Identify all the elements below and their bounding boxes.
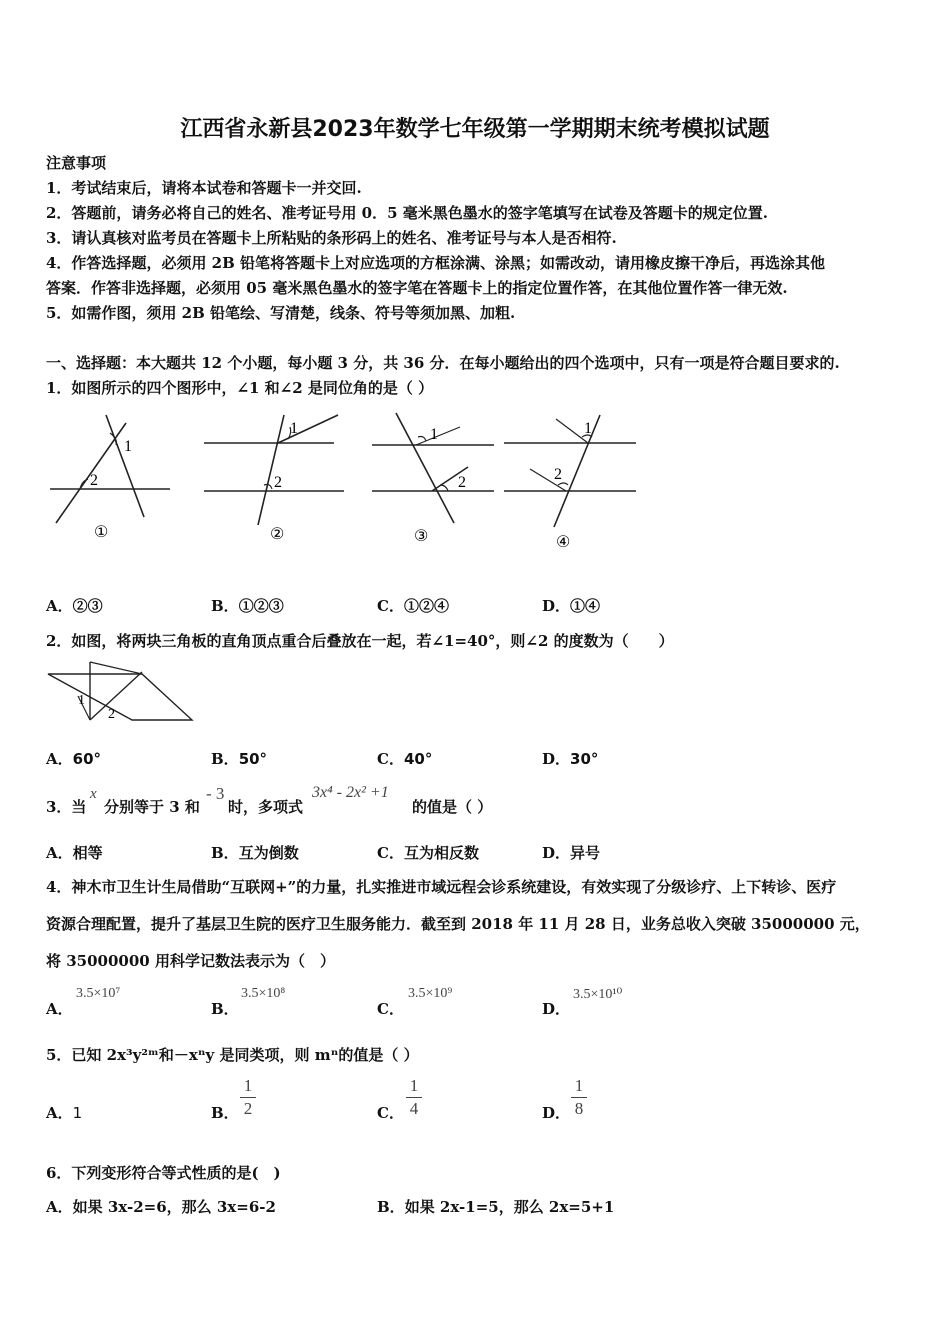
option-d[interactable]: D．30° <box>542 750 599 768</box>
option-b-letter[interactable]: B． <box>211 1104 239 1122</box>
question-4-line: 资源合理配置，提升了基层卫生院的医疗卫生服务能力．截至到 2018 年 11 月 28 日，业务总收入突破 35000000 元， <box>46 915 870 933</box>
notice-item: 答案．作答非选择题，必须用 05 毫米黑色墨水的签字笔在答题卡上的指定位置作答，在其他位置作答一律无效. <box>46 279 788 297</box>
figure-label: ③ <box>414 528 429 545</box>
polynomial: 3x⁴ - 2x² +1 <box>312 784 389 801</box>
question-3-stem-a: 3．当 <box>46 798 87 816</box>
angle-label-2: 2 <box>90 472 98 489</box>
angle-label-2: 2 <box>554 466 562 483</box>
negative-three: - 3 <box>206 784 225 803</box>
option-b[interactable]: B．50° <box>211 750 268 768</box>
option-b[interactable]: B．如果 2x-1=5，那么 2x=5+1 <box>377 1198 615 1216</box>
option-d-value: 3.5×10¹⁰ <box>573 987 623 1002</box>
fraction-one-half: 1 2 <box>240 1076 256 1119</box>
question-2-stem: 2．如图，将两块三角板的直角顶点重合后叠放在一起，若∠1=40°，则∠2 的度数为（ ） <box>46 632 674 650</box>
option-a-value: 3.5×10⁷ <box>76 986 121 1001</box>
option-c-letter[interactable]: C． <box>377 1000 404 1018</box>
option-d[interactable]: D．①④ <box>542 597 601 615</box>
option-c-value: 3.5×10⁹ <box>408 986 453 1001</box>
variable-x: x <box>90 786 97 802</box>
figure-label: ① <box>94 524 109 541</box>
question-5-stem: 5．已知 2x³y²ᵐ和－xⁿy 是同类项，则 mⁿ的值是（ ） <box>46 1046 419 1064</box>
question-3-stem-d: 的值是（ ） <box>412 798 493 816</box>
option-d-letter[interactable]: D． <box>542 1104 571 1122</box>
notice-item: 5．如需作图，须用 2B 铅笔绘、写清楚，线条、符号等须加黑、加粗. <box>46 304 516 322</box>
notice-item: 4．作答选择题，必须用 2B 铅笔将答题卡上对应选项的方框涂满、涂黑；如需改动，请用橡皮擦干净后，再选涂其他 <box>46 254 826 272</box>
angle-label-1: 1 <box>290 420 298 437</box>
q1-figure-1 <box>46 405 176 545</box>
notice-item: 2．答题前，请务必将自己的姓名、准考证号用 0．5 毫米黑色墨水的签字笔填写在试卷及答题卡的规定位置. <box>46 204 768 222</box>
q2-figure <box>46 658 198 726</box>
option-b-letter[interactable]: B． <box>211 1000 239 1018</box>
option-a-letter[interactable]: A． <box>46 1000 73 1018</box>
question-1-stem: 1．如图所示的四个图形中，∠1 和∠2 是同位角的是（ ） <box>46 379 434 397</box>
question-3-stem-c: 时，多项式 <box>228 798 304 816</box>
option-d[interactable]: D．异号 <box>542 844 601 862</box>
question-3-stem-b: 分别等于 3 和 <box>104 798 200 816</box>
fraction-one-quarter: 1 4 <box>406 1076 422 1119</box>
page-title: 江西省永新县2023年数学七年级第一学期期末统考模拟试题 <box>180 117 770 142</box>
question-4-line: 将 35000000 用科学记数法表示为（ ） <box>46 952 335 970</box>
section-heading: 一、选择题：本大题共 12 个小题，每小题 3 分，共 36 分．在每小题给出的四个选项中，只有一项是符合题目要求的. <box>46 354 840 372</box>
option-a[interactable]: A．②③ <box>46 597 103 615</box>
angle-label-2: 2 <box>108 707 115 722</box>
option-a[interactable]: A．如果 3x-2=6，那么 3x=6-2 <box>46 1198 276 1216</box>
angle-label-2: 2 <box>458 474 466 491</box>
angle-label-1: 1 <box>584 420 592 437</box>
option-a[interactable]: A．1 <box>46 1104 83 1122</box>
question-6-stem: 6．下列变形符合等式性质的是( ) <box>46 1164 281 1182</box>
angle-label-2: 2 <box>274 474 282 491</box>
notice-heading: 注意事项 <box>46 154 107 172</box>
q1-figure-2 <box>200 405 350 545</box>
option-b-value: 3.5×10⁸ <box>241 986 286 1001</box>
option-a[interactable]: A．相等 <box>46 844 103 862</box>
question-4-line: 4．神木市卫生计生局借助“互联网+”的力量，扎实推进市域远程会诊系统建设，有效实现了分级诊疗、上下转诊、医疗 <box>46 878 837 896</box>
fraction-one-eighth: 1 8 <box>571 1076 587 1119</box>
option-a[interactable]: A．60° <box>46 750 102 768</box>
option-c[interactable]: C．互为相反数 <box>377 844 479 862</box>
notice-item: 1．考试结束后，请将本试卷和答题卡一并交回. <box>46 179 362 197</box>
option-d-letter[interactable]: D． <box>542 1000 571 1018</box>
figure-label: ② <box>270 526 285 543</box>
angle-label-1: 1 <box>124 438 132 455</box>
figure-label: ④ <box>556 534 571 551</box>
option-b[interactable]: B．互为倒数 <box>211 844 299 862</box>
q1-figure-3 <box>368 405 498 545</box>
angle-label-1: 1 <box>78 693 85 708</box>
angle-label-1: 1 <box>430 426 438 443</box>
option-c-letter[interactable]: C． <box>377 1104 404 1122</box>
option-c[interactable]: C．①②④ <box>377 597 449 615</box>
option-c[interactable]: C．40° <box>377 750 433 768</box>
notice-item: 3．请认真核对监考员在答题卡上所粘贴的条形码上的姓名、准考证号与本人是否相符. <box>46 229 617 247</box>
q1-figure-4 <box>500 405 645 555</box>
option-b[interactable]: B．①②③ <box>211 597 284 615</box>
